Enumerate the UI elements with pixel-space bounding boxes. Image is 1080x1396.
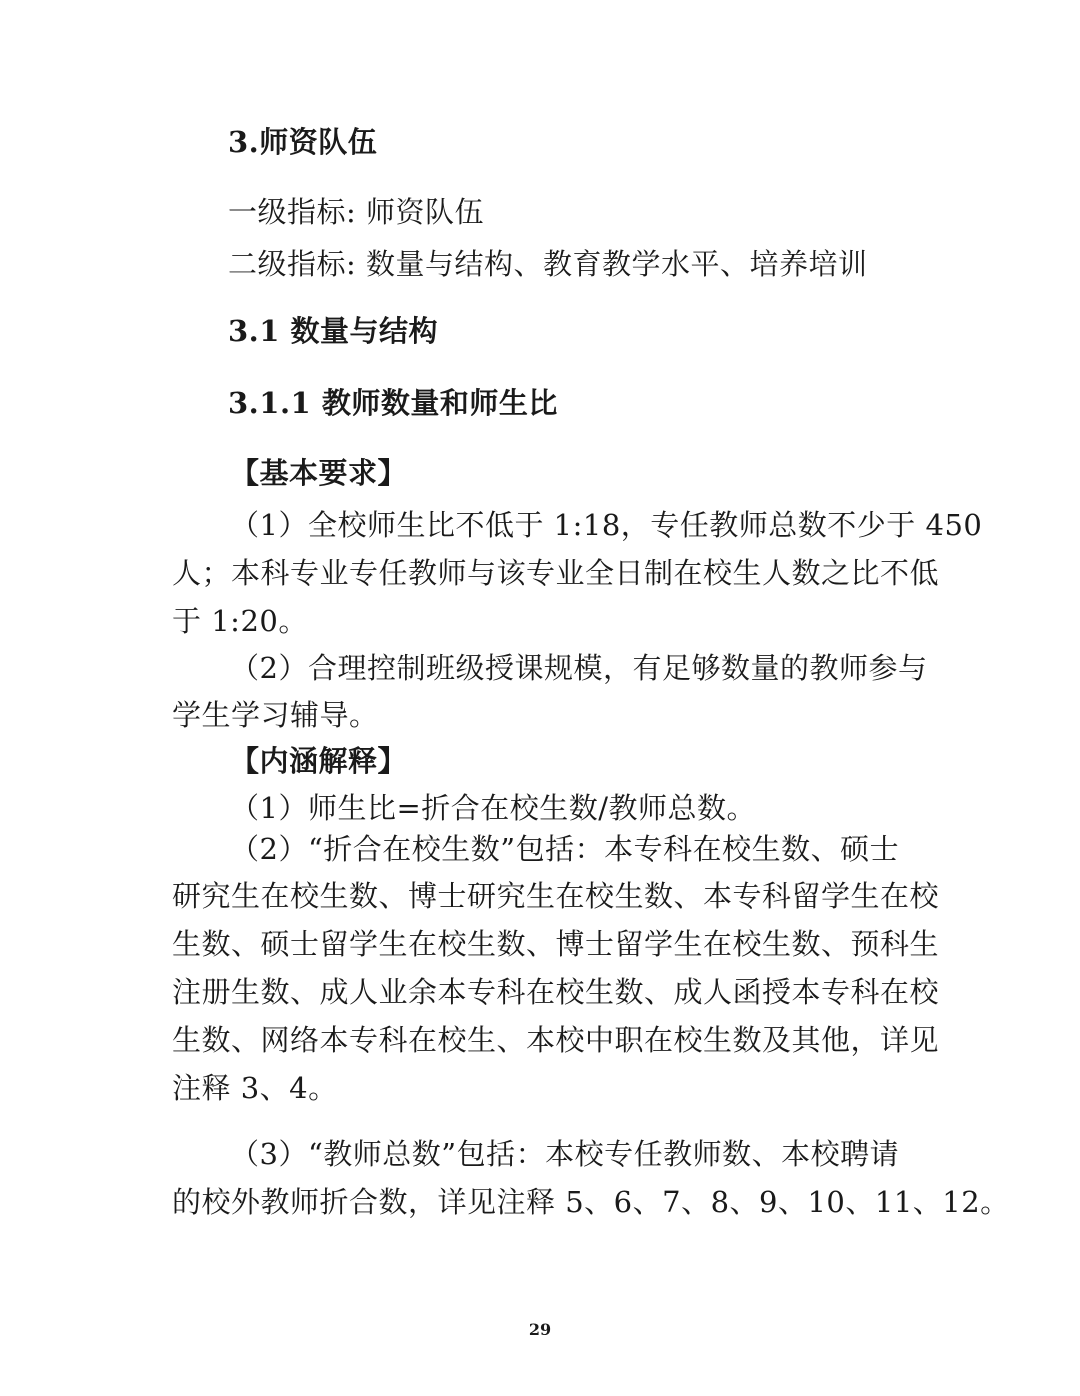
explanation-2-line-1: （2）“折合在校生数”包括：本专科在校生数、硕士 xyxy=(230,832,900,866)
explanation-2-line-5: 生数、网络本专科在校生、本校中职在校生数及其他，详见 xyxy=(172,1023,940,1057)
explanation-2-line-4: 注册生数、成人业余本专科在校生数、成人函授本专科在校 xyxy=(172,975,940,1009)
requirement-2-line-2: 学生学习辅导。 xyxy=(172,698,379,732)
requirement-1-line-3: 于 1:20。 xyxy=(172,604,308,638)
page-number: 29 xyxy=(528,1320,552,1339)
requirement-2-line-1: （2）合理控制班级授课规模，有足够数量的教师参与 xyxy=(230,651,928,685)
requirement-1-line-1: （1）全校师生比不低于 1:18，专任教师总数不少于 450 xyxy=(230,508,983,542)
explanation-2-line-2: 研究生在校生数、博士研究生在校生数、本专科留学生在校 xyxy=(172,879,940,913)
basic-requirements-heading: 【基本要求】 xyxy=(230,456,408,490)
explanation-2-line-3: 生数、硕士留学生在校生数、博士留学生在校生数、预科生 xyxy=(172,927,940,961)
subsubsection-title: 3.1.1 教师数量和师生比 xyxy=(228,386,558,420)
explanation-2-line-6: 注释 3、4。 xyxy=(172,1071,338,1105)
level2-indicator: 二级指标: 数量与结构、教育教学水平、培养培训 xyxy=(228,247,868,281)
subsection-title: 3.1 数量与结构 xyxy=(228,314,439,348)
section-title: 3.师资队伍 xyxy=(228,125,378,159)
explanation-3-line-1: （3）“教师总数”包括：本校专任教师数、本校聘请 xyxy=(230,1137,900,1171)
explanation-heading: 【内涵解释】 xyxy=(230,744,408,778)
requirement-1-line-2: 人；本科专业专任教师与该专业全日制在校生人数之比不低 xyxy=(172,556,940,590)
explanation-3-line-2: 的校外教师折合数，详见注释 5、6、7、8、9、10、11、12。 xyxy=(172,1185,1010,1219)
explanation-1: （1）师生比=折合在校生数/教师总数。 xyxy=(230,791,757,825)
level1-indicator: 一级指标: 师资队伍 xyxy=(228,195,484,229)
